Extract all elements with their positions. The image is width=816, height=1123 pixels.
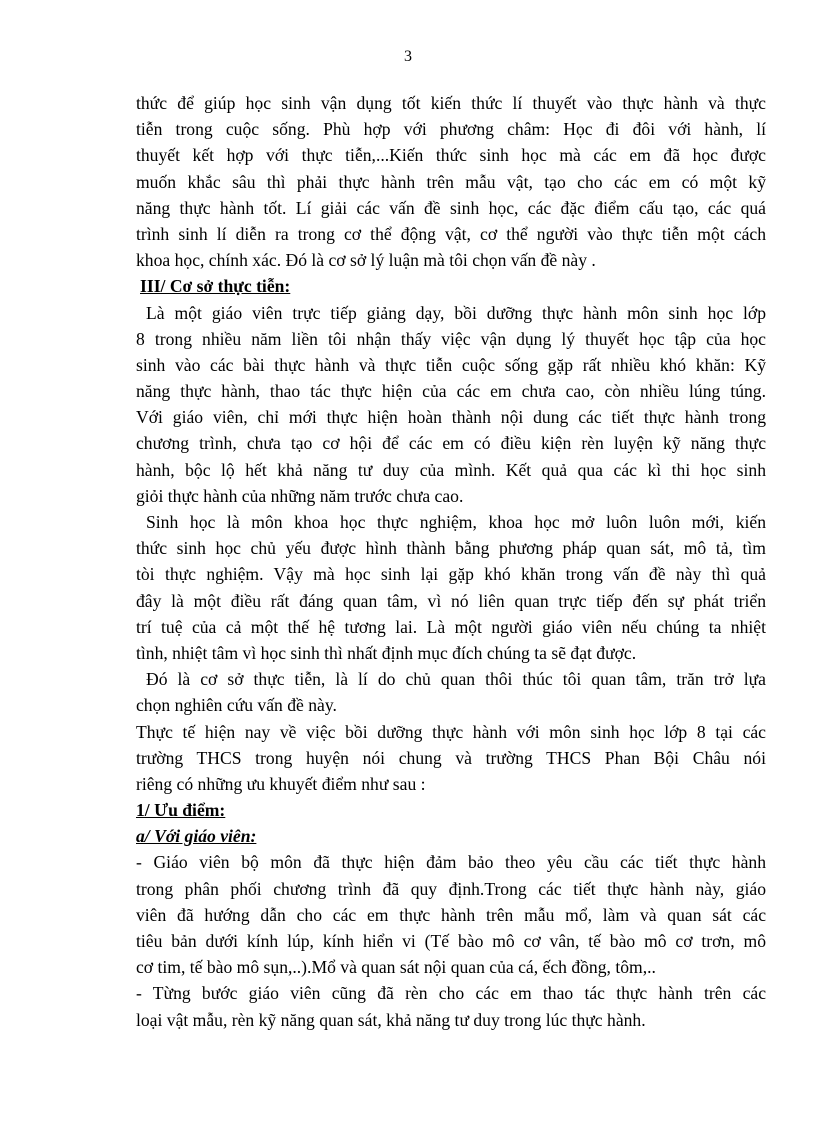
text-line: cơ tim, tế bào mô sụn,..).Mổ và quan sát nội quan của cá, ếch đồng, tôm,.. xyxy=(136,957,656,978)
text-line: tình, nhiệt tâm vì học sinh thì nhất định mục đích chúng ta sẽ đạt được. xyxy=(136,642,637,663)
paragraph-4 xyxy=(136,666,766,718)
text-line: tiêu bản dưới kính lúp, kính hiển vi (Tế bào mô cơ vân, tế bào mô cơ trơn, mô xyxy=(136,931,766,951)
text-line: trong phân phối chương trình đã quy định.Trong các tiết thực hành này, giáo xyxy=(136,878,766,899)
text-line: riêng có những ưu khuyết điểm như sau : xyxy=(136,773,426,794)
text-line: - Từng bước giáo viên cũng đã rèn cho các em thao tác thực hành trên các xyxy=(136,983,766,1004)
text-line: Là một giáo viên trực tiếp giảng dạy, bồi dưỡng thực hành môn sinh học lớp xyxy=(146,302,766,323)
text-line: loại vật mẫu, rèn kỹ năng quan sát, khả năng tư duy trong lúc thực hành. xyxy=(136,1009,646,1030)
text-line: tòi thực nghiệm. Vậy mà học sinh lại gặp khó khăn trong vấn đề này thì quả xyxy=(136,564,766,585)
text-line: thức sinh học chủ yếu được hình thành bằng phương pháp quan sát, mô tả, tìm xyxy=(136,538,766,559)
text-line: sinh vào các bài thực hành và thực tiễn cuộc sống gặp rất nhiều khó khăn: Kỹ xyxy=(136,354,766,375)
text-line: - Giáo viên bộ môn đã thực hiện đảm bảo theo yêu cầu các tiết thực hành xyxy=(136,852,766,873)
paragraph-2 xyxy=(136,300,766,510)
text-line: chọn nghiên cứu vấn đề này. xyxy=(136,695,337,716)
text-line: 8 trong nhiều năm liền tôi nhận thấy việc vận dụng lý thuyết học tập của học xyxy=(136,328,766,349)
document-body xyxy=(136,90,766,1033)
text-line: Thực tế hiện nay về việc bồi dưỡng thực hành với môn sinh học lớp 8 tại các xyxy=(136,721,766,742)
text-line: tiễn trong cuộc sống. Phù hợp với phương châm: Học đi đôi với hành, lí xyxy=(136,119,766,140)
paragraph-1 xyxy=(136,90,766,273)
text-line: giỏi thực hành của những năm trước chưa cao. xyxy=(136,485,464,506)
text-line: khoa học, chính xác. Đó là cơ sở lý luận mà tôi chọn vấn đề này . xyxy=(136,250,596,271)
subsection-heading-voi-giao-vien xyxy=(136,823,766,849)
section-heading-co-so-thuc-tien xyxy=(136,273,766,299)
section-heading-uu-diem xyxy=(136,797,766,823)
text-line: trí tuệ của cả một thế hệ tương lai. Là một người giáo viên nếu chúng ta nhiệt xyxy=(136,616,766,637)
text-line: trường THCS trong huyện nói chung và trường THCS Phan Bội Châu nói xyxy=(136,747,766,768)
text-line: chương trình, chưa tạo cơ hội để các em có điều kiện rèn luyện kỹ năng thực xyxy=(136,433,766,454)
heading-text: a/ Với giáo viên: xyxy=(136,826,257,847)
text-line: thuyết kết hợp với thực tiễn,...Kiến thức sinh học mà các em đã học được xyxy=(136,145,766,166)
text-line: hành, bộc lộ hết khả năng tư duy của mình. Kết quả qua các kì thi học sinh xyxy=(136,459,766,480)
text-line: Với giáo viên, chỉ mới thực hiện hoàn thành nội dung các tiết thực hành trong xyxy=(136,407,766,428)
text-line: muốn khắc sâu thì phải thực hành trên mẫu vật, tạo cho các em có một kỹ xyxy=(136,171,766,192)
paragraph-3 xyxy=(136,509,766,666)
paragraph-6 xyxy=(136,849,766,980)
text-line: thức để giúp học sinh vận dụng tốt kiến thức lí thuyết vào thực hành và thực xyxy=(136,93,766,113)
heading-text: III/ Cơ sở thực tiễn: xyxy=(140,276,291,297)
text-line: Đó là cơ sở thực tiễn, là lí do chủ quan thôi thúc tôi quan tâm, trăn trở lựa xyxy=(146,669,766,690)
text-line: đây là một điều rất đáng quan tâm, vì nó liên quan trực tiếp đến sự phát triển xyxy=(136,590,766,611)
text-line: Sinh học là môn khoa học thực nghiệm, khoa học mở luôn luôn mới, kiến xyxy=(146,512,766,532)
paragraph-7 xyxy=(136,980,766,1032)
paragraph-5 xyxy=(136,719,766,798)
text-line: năng thực hành, thao tác thực hiện của các em chưa cao, còn nhiều lúng túng. xyxy=(136,381,766,402)
text-line: viên đã hướng dẫn cho các em thực hành trên mẫu mổ, làm và quan sát các xyxy=(136,904,766,925)
text-line: năng thực hành tốt. Lí giải các vấn đề sinh học, các đặc điểm cấu tạo, các quá xyxy=(136,197,766,218)
page-number: 3 xyxy=(404,48,412,65)
heading-text: 1/ Ưu điểm: xyxy=(136,800,226,821)
text-line: trình sinh lí diễn ra trong cơ thể động vật, cơ thể người vào thực tiễn một cách xyxy=(136,223,766,244)
